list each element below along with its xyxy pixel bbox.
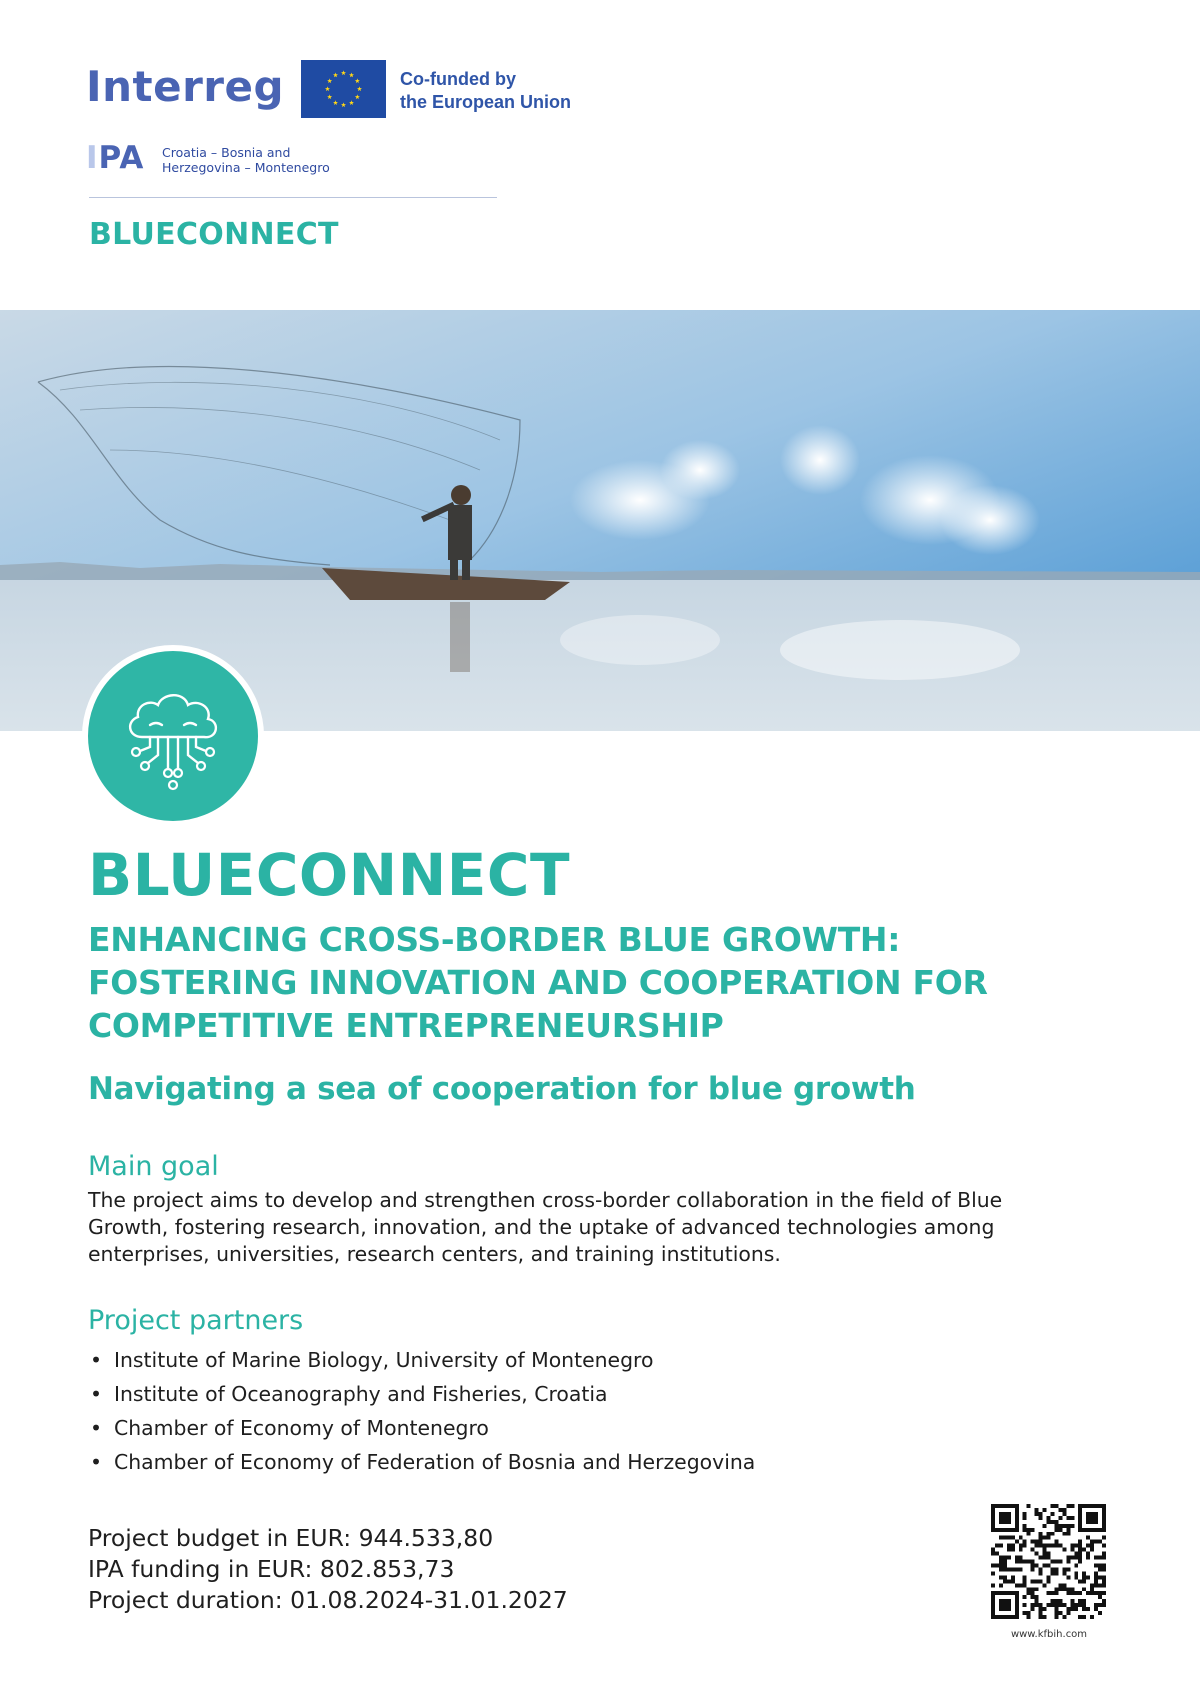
bullet: • [90, 1382, 103, 1406]
header-divider [89, 197, 497, 198]
main-goal-text [88, 1187, 1168, 1268]
eu-cofunding-text [400, 68, 620, 114]
partners-list [88, 1343, 755, 1479]
partner-name: Chamber of Economy of Montenegro [114, 1416, 489, 1440]
list-item [88, 1343, 755, 1377]
ipa-region-line1: Croatia – Bosnia and [162, 145, 291, 160]
bullet: • [90, 1416, 103, 1440]
project-subtitle [88, 918, 1148, 1047]
partner-name: Institute of Marine Biology, University of Montenegro [114, 1348, 654, 1372]
ipa-funding: IPA funding in EUR: 802.853,73 [88, 1555, 455, 1583]
eu-cofunding-line1: Co-funded by [400, 69, 516, 89]
list-item [88, 1445, 755, 1479]
ipa-logo-letters: PA [98, 140, 145, 176]
subtitle-line: ENHANCING CROSS-BORDER BLUE GROWTH: [88, 920, 901, 959]
project-budget: Project budget in EUR: 944.533,80 [88, 1524, 494, 1552]
subtitle-line: COMPETITIVE ENTREPRENEURSHIP [88, 1006, 724, 1045]
bullet: • [90, 1348, 103, 1372]
bullet: • [90, 1450, 103, 1474]
partners-heading: Project partners [88, 1305, 304, 1336]
project-tagline: Navigating a sea of cooperation for blue growth [88, 1071, 916, 1107]
list-item [88, 1377, 755, 1411]
eu-flag-icon [301, 60, 386, 118]
partner-name: Chamber of Economy of Federation of Bosnia and Herzegovina [114, 1450, 756, 1474]
main-goal-line: Growth, fostering research, innovation, and the uptake of advanced technologies among [88, 1215, 995, 1239]
subtitle-line: FOSTERING INNOVATION AND COOPERATION FOR [88, 963, 988, 1002]
ipa-logo [86, 140, 145, 176]
list-item [88, 1411, 755, 1445]
ipa-region-line2: Herzegovina – Montenegro [162, 160, 330, 175]
ipa-region-text [162, 145, 382, 175]
project-facts [88, 1523, 568, 1616]
cloud-circuit-icon [82, 645, 264, 827]
ipa-logo-letter: I [86, 140, 99, 176]
header-project-name: BLUECONNECT [89, 217, 339, 252]
main-goal-line: The project aims to develop and strengthen cross-border collaboration in the field of Blue [88, 1188, 1003, 1212]
main-goal-line: enterprises, universities, research centers, and training institutions. [88, 1242, 781, 1266]
eu-cofunding-line2: the European Union [400, 92, 571, 112]
partner-name: Institute of Oceanography and Fisheries, Croatia [114, 1382, 608, 1406]
project-duration: Project duration: 01.08.2024-31.01.2027 [88, 1586, 568, 1614]
website-url[interactable]: www.kfbih.com [1010, 1629, 1088, 1640]
qr-code-icon[interactable] [991, 1504, 1106, 1619]
main-goal-heading: Main goal [88, 1151, 219, 1182]
project-title: BLUECONNECT [88, 841, 571, 909]
interreg-logo: Interreg [86, 62, 285, 111]
